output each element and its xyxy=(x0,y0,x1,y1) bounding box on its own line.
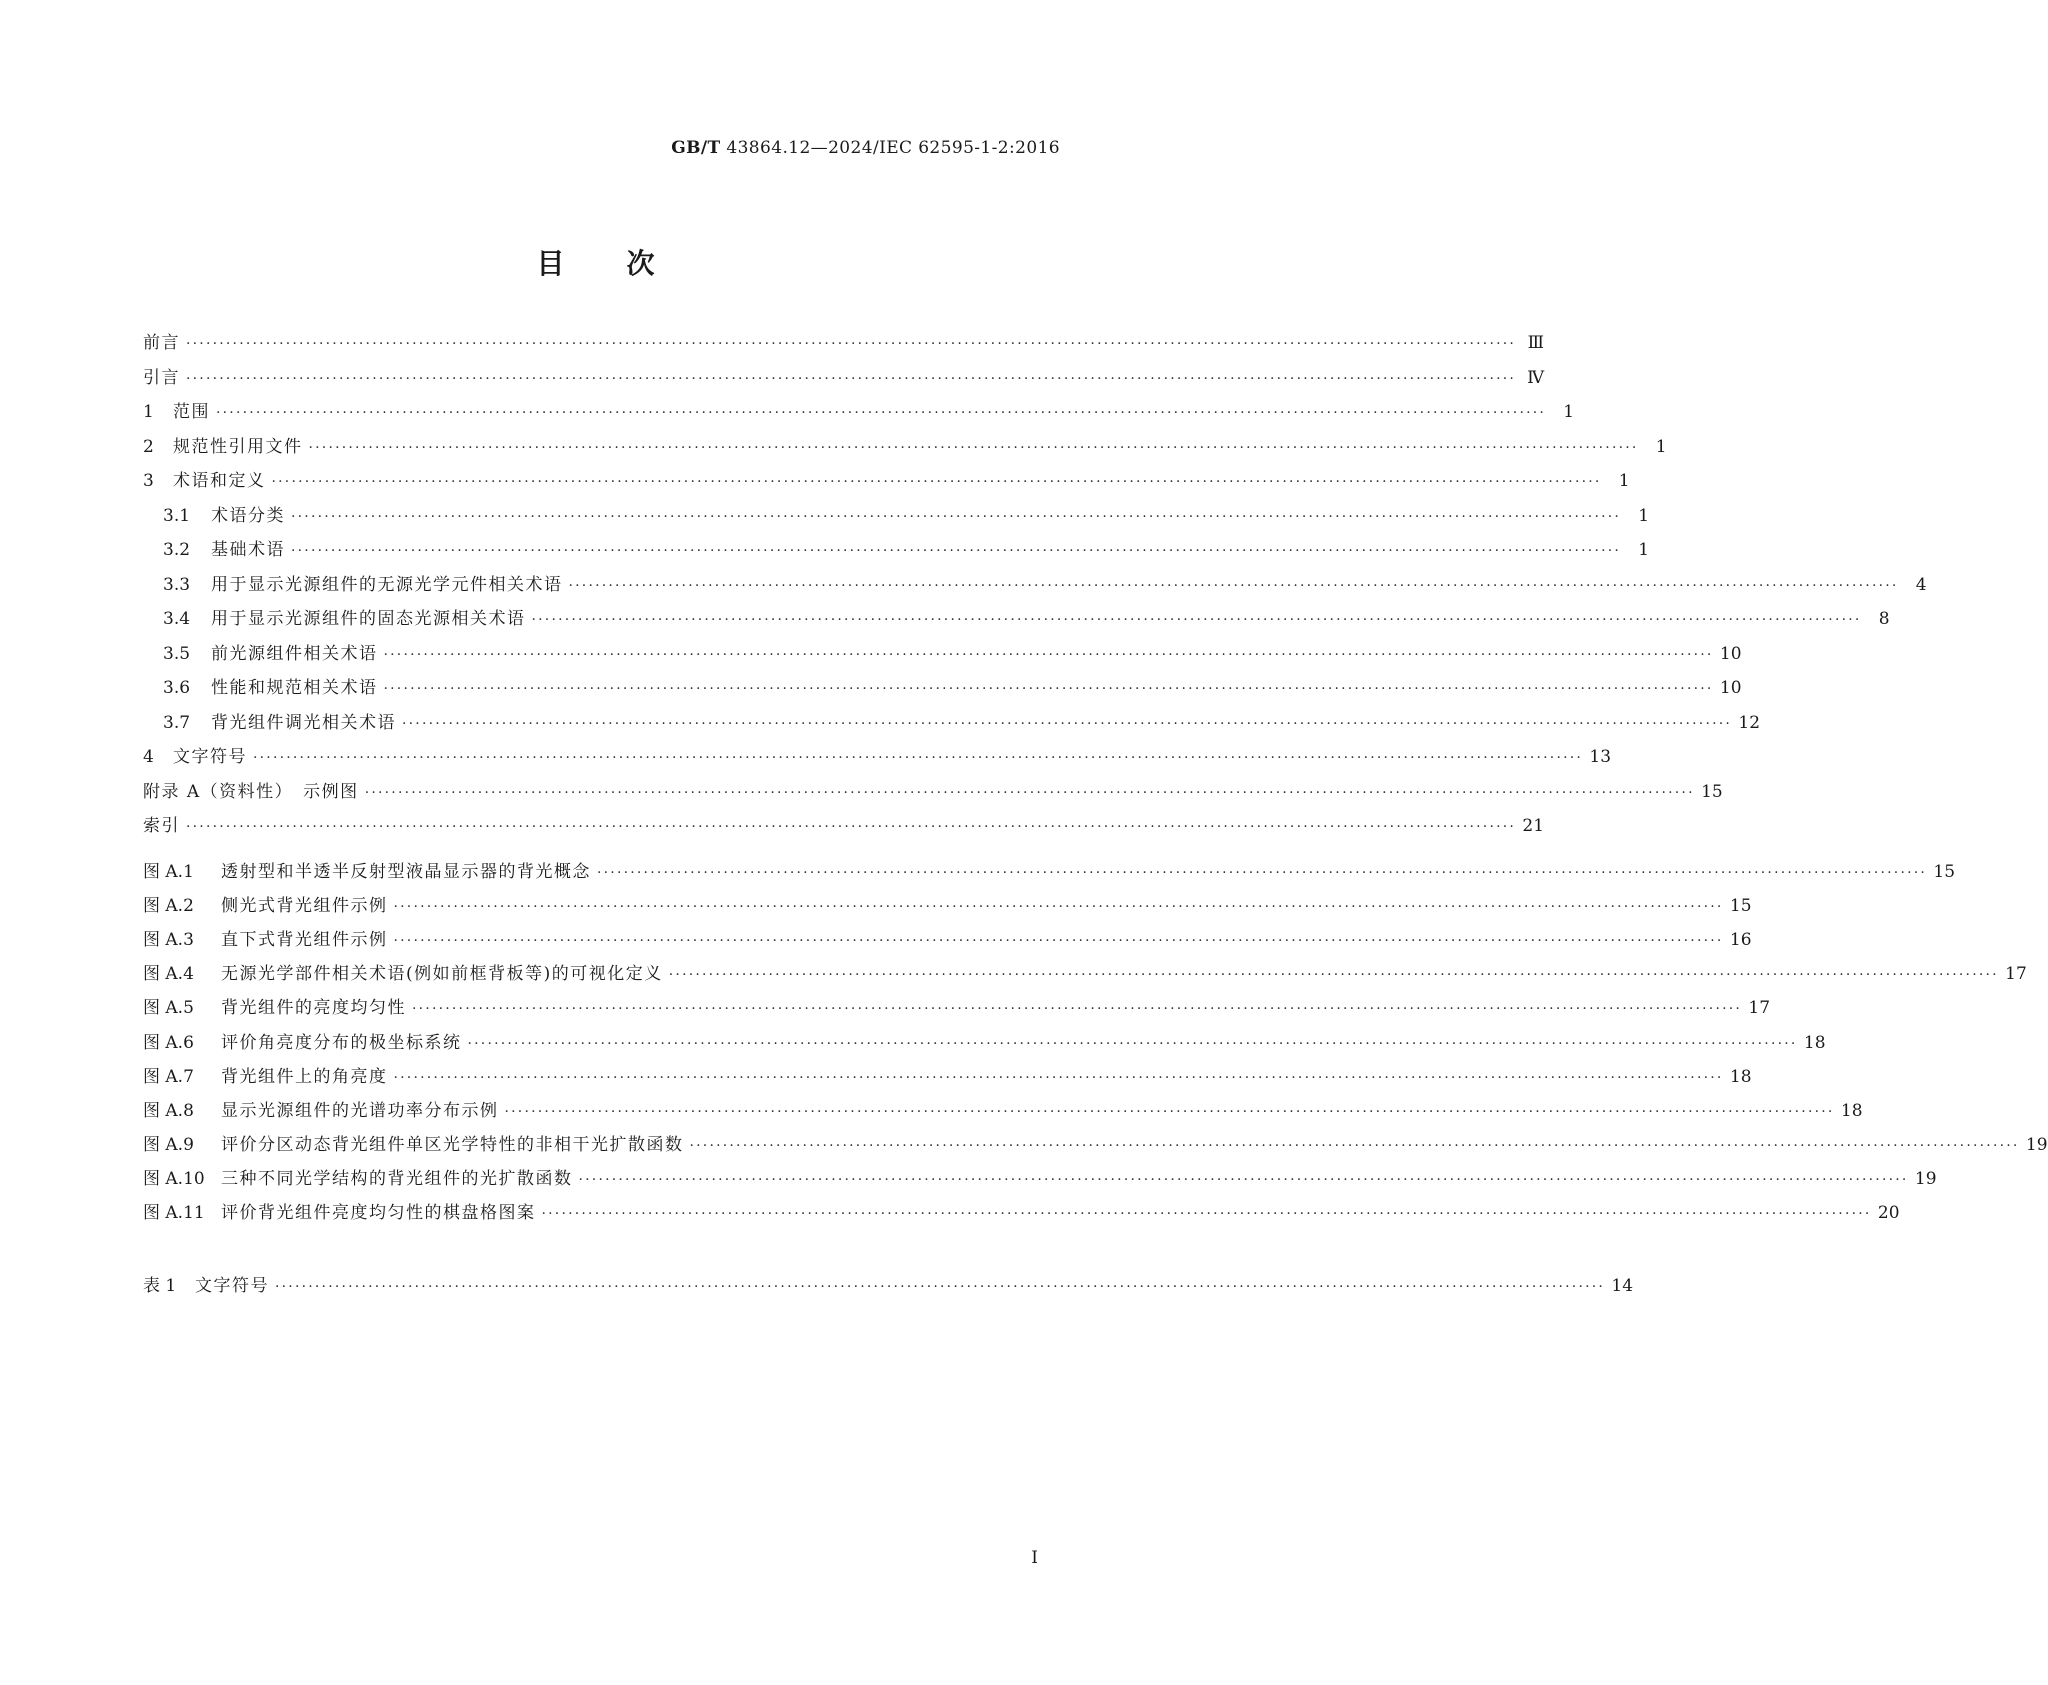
toc-entry-label: 背光组件调光相关术语 xyxy=(211,712,396,733)
toc-entry[interactable] xyxy=(143,502,1650,530)
figure-entry[interactable] xyxy=(143,1165,1937,1193)
toc-entry-label: 附录 A（资料性） 示例图 xyxy=(143,781,359,802)
toc-entry-page: 13 xyxy=(1589,747,1612,767)
dot-leader: ········································································································································································································ xyxy=(275,1279,1606,1295)
figure-entry[interactable] xyxy=(143,960,2027,988)
toc-entry-page: 15 xyxy=(1729,896,1752,917)
toc-entry[interactable] xyxy=(143,536,1650,564)
toc-entry-number: 3.5 xyxy=(163,643,191,664)
toc-entry[interactable] xyxy=(143,709,1761,737)
toc-entry-page: Ⅳ xyxy=(1527,367,1545,388)
toc-entry[interactable] xyxy=(143,329,1545,357)
toc-entry-page: 15 xyxy=(1933,862,1956,882)
toc-entry-label: 范围 xyxy=(173,402,210,422)
dot-leader: ········································································································································································································ xyxy=(186,819,1517,835)
toc-entry-label: 前光源组件相关术语 xyxy=(211,643,378,664)
figure-entry[interactable] xyxy=(143,1063,1752,1091)
figure-entry[interactable] xyxy=(143,858,1956,886)
toc-entry-label: 侧光式背光组件示例 xyxy=(221,896,388,917)
toc-entry[interactable] xyxy=(143,467,1630,495)
dot-leader: ········································································································································································································ xyxy=(541,1206,1872,1222)
toc-entry-number: 2 xyxy=(143,436,154,457)
toc-entry-page: 15 xyxy=(1701,781,1723,802)
toc-entry-page: 19 xyxy=(1914,1168,1937,1189)
toc-entry-label: 三种不同光学结构的背光组件的光扩散函数 xyxy=(221,1168,573,1189)
dot-leader: ········································································································································································································ xyxy=(291,508,1622,525)
toc-entry-number: 3.6 xyxy=(163,678,191,698)
toc-entry-page: 20 xyxy=(1877,1203,1900,1223)
toc-entry-number: 图 A.8 xyxy=(143,1100,194,1121)
toc-entry-number: 3.4 xyxy=(163,609,191,629)
toc-entry-page: 19 xyxy=(2025,1134,2048,1155)
toc-entry-page: 1 xyxy=(1638,540,1650,560)
toc-entry-page: 14 xyxy=(1611,1276,1634,1296)
toc-entry[interactable] xyxy=(143,640,1742,668)
toc-entry-page: 10 xyxy=(1719,678,1742,698)
figure-entry[interactable] xyxy=(143,1199,1900,1227)
toc-entry-label: 用于显示光源组件的固态光源相关术语 xyxy=(211,609,526,629)
dot-leader: ········································································································································································································ xyxy=(364,784,1695,801)
toc-entry-page: 18 xyxy=(1729,1066,1752,1087)
dot-leader: ········································································································································································································ xyxy=(383,681,1714,697)
toc-entry-page: 12 xyxy=(1738,712,1761,733)
toc-entry-label: 评价背光组件亮度均匀性的棋盘格图案 xyxy=(221,1203,536,1223)
toc-entry-label: 背光组件上的角亮度 xyxy=(221,1066,388,1087)
toc-entry-label: 无源光学部件相关术语(例如前框背板等)的可视化定义 xyxy=(221,964,663,985)
toc-entry-label: 文字符号 xyxy=(173,747,247,767)
toc-entry-label: 前言 xyxy=(143,333,180,353)
dot-leader: ········································································································································································································ xyxy=(308,439,1639,456)
toc-entry[interactable] xyxy=(143,571,1927,599)
toc-entry-label: 引言 xyxy=(143,367,180,388)
toc-entry-page: 1 xyxy=(1655,436,1667,457)
toc-entry-page: 4 xyxy=(1915,574,1927,595)
toc-entry-number: 4 xyxy=(143,747,154,767)
dot-leader: ········································································································································································································ xyxy=(383,646,1714,663)
toc-entry-page: 18 xyxy=(1803,1032,1826,1053)
standard-code xyxy=(671,138,1060,158)
dot-leader: ········································································································································································································ xyxy=(412,1001,1743,1018)
toc-entry[interactable] xyxy=(143,674,1742,702)
toc-entry[interactable] xyxy=(143,433,1667,461)
figure-entry[interactable] xyxy=(143,1097,1863,1125)
dot-leader: ········································································································································································································ xyxy=(186,336,1517,352)
toc-entry-page: 1 xyxy=(1563,402,1575,422)
figure-entry[interactable] xyxy=(143,926,1752,954)
dot-leader: ········································································································································································································ xyxy=(186,370,1517,387)
page-title: 目次 xyxy=(536,247,717,280)
toc-entry-page: 17 xyxy=(1748,998,1771,1019)
toc-entry[interactable] xyxy=(143,743,1612,771)
toc-entry-number: 3 xyxy=(143,471,154,491)
toc-entry-number: 图 A.5 xyxy=(143,998,194,1019)
toc-entry-number: 图 A.7 xyxy=(143,1066,194,1087)
dot-leader: ········································································································································································································ xyxy=(393,899,1724,916)
figure-entry[interactable] xyxy=(143,892,1752,920)
toc-entry-number: 1 xyxy=(143,402,154,422)
toc-entry-page: 10 xyxy=(1719,643,1742,664)
toc-entry-label: 显示光源组件的光谱功率分布示例 xyxy=(221,1100,499,1121)
dot-leader: ········································································································································································································ xyxy=(216,405,1547,421)
toc-entry-page: 16 xyxy=(1729,930,1752,951)
toc-entry-label: 文字符号 xyxy=(195,1276,269,1296)
toc-entry-label: 索引 xyxy=(143,816,180,836)
toc-entry-number: 图 A.3 xyxy=(143,930,194,951)
toc-entry-page: 17 xyxy=(2005,964,2027,985)
toc-entry-number: 图 A.10 xyxy=(143,1168,205,1189)
dot-leader: ········································································································································································································ xyxy=(597,865,1928,881)
toc-entry-label: 评价分区动态背光组件单区光学特性的非相干光扩散函数 xyxy=(221,1134,684,1155)
figure-entry[interactable] xyxy=(143,994,1771,1022)
toc-entry-number: 3.1 xyxy=(163,505,191,526)
toc-entry-label: 性能和规范相关术语 xyxy=(211,678,378,698)
toc-entry-page: 1 xyxy=(1618,471,1630,491)
toc-entry-number: 图 A.4 xyxy=(143,964,194,985)
toc-entry-number: 3.2 xyxy=(163,540,191,560)
toc-entry[interactable] xyxy=(143,812,1545,840)
toc-entry-number: 图 A.11 xyxy=(143,1203,205,1223)
toc-entry-page: 18 xyxy=(1840,1100,1863,1121)
page-number: I xyxy=(1031,1548,1038,1568)
dot-leader: ········································································································································································································ xyxy=(531,612,1862,628)
dot-leader: ········································································································································································································ xyxy=(393,933,1724,950)
standard-code-prefix: GB/T xyxy=(671,138,721,158)
dot-leader: ········································································································································································································ xyxy=(689,1137,2020,1154)
dot-leader: ········································································································································································································ xyxy=(568,577,1899,594)
toc-entry-number: 图 A.6 xyxy=(143,1032,194,1053)
dot-leader: ········································································································································································································ xyxy=(504,1103,1835,1120)
toc-entry-label: 透射型和半透半反射型液晶显示器的背光概念 xyxy=(221,862,591,882)
toc-entry-label: 规范性引用文件 xyxy=(173,436,303,457)
toc-entry-number: 图 A.9 xyxy=(143,1134,194,1155)
dot-leader: ········································································································································································································ xyxy=(271,474,1602,490)
toc-entry[interactable] xyxy=(143,605,1890,633)
toc-entry-label: 评价角亮度分布的极坐标系统 xyxy=(221,1032,462,1053)
toc-entry-label: 背光组件的亮度均匀性 xyxy=(221,998,406,1019)
dot-leader: ········································································································································································································ xyxy=(578,1171,1909,1188)
dot-leader: ········································································································································································································ xyxy=(393,1069,1724,1086)
toc-entry-label: 直下式背光组件示例 xyxy=(221,930,388,951)
toc-entry-number: 3.7 xyxy=(163,712,191,733)
toc-entry-page: Ⅲ xyxy=(1527,333,1545,353)
figure-entry[interactable] xyxy=(143,1029,1826,1057)
toc-entry-number: 图 A.1 xyxy=(143,862,194,882)
toc-entry-page: 1 xyxy=(1638,505,1650,526)
standard-code-number: 43864.12—2024/IEC 62595-1-2:2016 xyxy=(720,138,1060,158)
toc-entry[interactable] xyxy=(143,398,1575,426)
dot-leader: ········································································································································································································ xyxy=(402,715,1733,732)
toc-entry-page: 21 xyxy=(1522,816,1545,836)
toc-entry-label: 用于显示光源组件的无源光学元件相关术语 xyxy=(211,574,563,595)
toc-entry-label: 术语和定义 xyxy=(173,471,266,491)
figure-entry[interactable] xyxy=(143,1131,2048,1159)
dot-leader: ········································································································································································································ xyxy=(253,750,1584,766)
dot-leader: ········································································································································································································ xyxy=(291,543,1622,559)
dot-leader: ········································································································································································································ xyxy=(467,1035,1798,1052)
toc-entry[interactable] xyxy=(143,778,1723,806)
toc-entry-number: 表 1 xyxy=(143,1276,177,1296)
toc-entry-label: 基础术语 xyxy=(211,540,285,560)
toc-entry-number: 图 A.2 xyxy=(143,896,194,917)
table-entry[interactable] xyxy=(143,1272,1634,1300)
toc-entry-number: 3.3 xyxy=(163,574,191,595)
dot-leader: ········································································································································································································ xyxy=(668,967,1999,984)
toc-entry[interactable] xyxy=(143,364,1545,392)
toc-entry-page: 8 xyxy=(1878,609,1890,629)
toc-entry-label: 术语分类 xyxy=(211,505,285,526)
